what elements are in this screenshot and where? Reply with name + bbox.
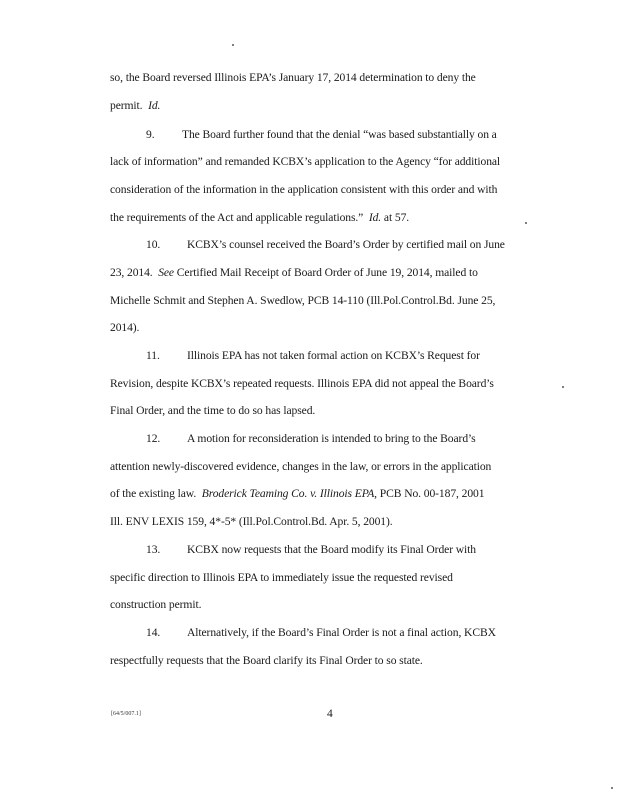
text-line <box>110 460 491 474</box>
text-run: The Board further found that the denial “was based substantially on a <box>182 128 497 141</box>
text-line <box>110 155 500 169</box>
text-run: lack of information” and remanded KCBX’s application to the Agency “for additional <box>110 155 501 168</box>
text-line <box>110 598 201 612</box>
text-line <box>110 211 409 225</box>
text-run: Michelle Schmit and Stephen A. Swedlow, PCB 14-110 (Ill.Pol.Control.Bd. June 25, <box>110 294 496 307</box>
text-run: permit. <box>110 99 143 112</box>
text-line <box>110 71 476 85</box>
paragraph-number: 9. <box>146 128 155 141</box>
text-line <box>110 183 497 197</box>
text-line <box>110 321 139 335</box>
citation: Id. <box>148 99 161 112</box>
text-run: 23, 2014. <box>110 266 153 279</box>
scan-speck <box>562 386 564 388</box>
paragraph-number: 12. <box>146 432 161 445</box>
scan-speck <box>611 787 613 789</box>
text-run: Ill. ENV LEXIS 159, 4*-5* (Ill.Pol.Control.Bd. Apr. 5, 2001). <box>110 515 393 528</box>
text-line <box>110 266 478 280</box>
document-code: [64/5/007.1] <box>111 711 141 717</box>
paragraph-number: 13. <box>146 543 161 556</box>
paragraph-12-first-line <box>146 432 476 446</box>
citation: Id. <box>368 211 382 224</box>
text-run: 2014). <box>110 321 140 334</box>
paragraph-14-first-line <box>146 626 496 640</box>
text-line <box>110 571 453 585</box>
text-run: of the existing law. <box>110 487 197 500</box>
text-run: Revision, despite KCBX’s repeated requests. Illinois EPA did not appeal the Board’s <box>110 377 494 390</box>
text-run: A motion for reconsideration is intended to bring to the Board’s <box>187 432 476 445</box>
paragraph-13-first-line <box>146 543 476 557</box>
text-run: KCBX’s counsel received the Board’s Order by certified mail on June <box>187 238 505 251</box>
text-line <box>110 487 484 501</box>
text-run: at 57. <box>383 211 410 224</box>
text-run: attention newly-discovered evidence, changes in the law, or errors in the application <box>110 460 492 473</box>
page-number: 4 <box>327 708 333 720</box>
text-run: Alternatively, if the Board’s Final Order is not a final action, KCBX <box>187 626 496 639</box>
paragraph-10-first-line <box>146 238 505 252</box>
text-run: so, the Board reversed Illinois EPA’s January 17, 2014 determination to deny the <box>110 71 476 84</box>
case-citation: Broderick Teaming Co. v. Illinois EPA, <box>201 487 377 500</box>
text-run: KCBX now requests that the Board modify its Final Order with <box>187 543 476 556</box>
text-run: consideration of the information in the application consistent with this order and with <box>110 183 498 196</box>
text-run: Final Order, and the time to do so has lapsed. <box>110 404 316 417</box>
citation: See <box>158 266 174 279</box>
paragraph-11-first-line <box>146 349 480 363</box>
text-line <box>110 654 423 668</box>
text-line <box>110 404 315 418</box>
paragraph-number: 11. <box>146 349 160 362</box>
paragraph-number: 10. <box>146 238 161 251</box>
text-line <box>110 294 495 308</box>
text-run: construction permit. <box>110 598 202 611</box>
paragraph-9-first-line <box>146 128 497 142</box>
text-run: Certified Mail Receipt of Board Order of June 19, 2014, mailed to <box>176 266 478 279</box>
text-run: the requirements of the Act and applicable regulations.” <box>110 211 364 224</box>
scan-speck <box>232 44 234 46</box>
text-run: Illinois EPA has not taken formal action on KCBX’s Request for <box>187 349 480 362</box>
text-run: PCB No. 00-187, 2001 <box>379 487 485 500</box>
text-run: specific direction to Illinois EPA to immediately issue the requested revised <box>110 571 453 584</box>
text-run: respectfully requests that the Board clarify its Final Order to so state. <box>110 654 423 667</box>
scan-speck <box>525 222 527 224</box>
text-line <box>110 377 494 391</box>
paragraph-number: 14. <box>146 626 161 639</box>
text-line <box>110 515 393 529</box>
text-line <box>110 99 160 113</box>
